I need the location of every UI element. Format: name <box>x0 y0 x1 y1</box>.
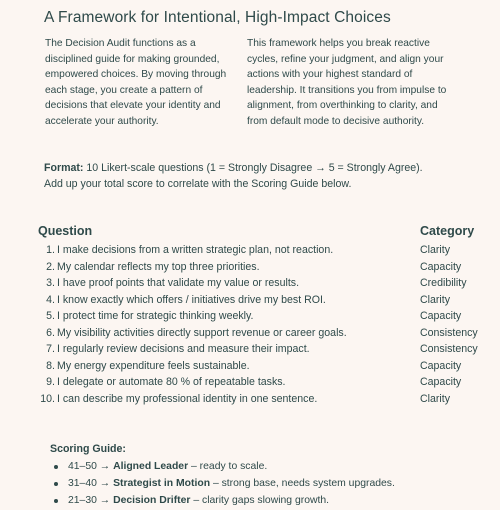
score-tier-label: Strategist in Motion <box>113 478 211 489</box>
question-number: 7. <box>46 343 55 355</box>
table-row <box>0 259 500 276</box>
score-range: 41–50 → <box>68 461 111 472</box>
scoring-guide-title: Scoring Guide: <box>50 443 126 455</box>
question-category: Clarity <box>420 293 451 306</box>
question-text: My calendar reflects my top three priorities. <box>57 260 260 273</box>
table-row <box>0 374 500 391</box>
table-row <box>0 341 500 358</box>
question-category: Consistency <box>420 343 478 355</box>
intro-right-paragraph: This framework helps you break reactive cycles, refine your judgment, and align your actions with your highest standard of leadership. It transitions you from impulse to alignment, from overthinking to clarity, and from default mode to decisive authority. <box>247 38 447 127</box>
table-row <box>0 292 500 309</box>
list-item <box>52 476 395 493</box>
question-category: Clarity <box>420 392 451 405</box>
bullet-icon <box>54 482 58 486</box>
question-text: I delegate or automate 80 % of repeatable tasks. <box>57 376 286 388</box>
question-number: 2. <box>46 260 55 273</box>
question-number: 9. <box>46 376 55 388</box>
question-category: Capacity <box>420 376 462 388</box>
question-text: I make decisions from a written strategic plan, not reaction. <box>57 244 334 256</box>
question-number: 1. <box>46 244 55 256</box>
table-row <box>0 308 500 325</box>
page-title: A Framework for Intentional, High-Impact Choices <box>44 9 391 26</box>
table-row <box>0 325 500 342</box>
list-item <box>52 493 395 510</box>
question-text: My energy expenditure feels sustainable. <box>57 359 250 372</box>
score-tier-description: – clarity gaps slowing growth. <box>193 495 330 506</box>
question-text: I regularly review decisions and measure their impact. <box>57 343 310 355</box>
format-block <box>44 160 464 192</box>
question-number: 5. <box>46 310 55 322</box>
score-range: 31–40 → <box>68 478 111 489</box>
question-category: Credibility <box>420 277 467 289</box>
question-category: Capacity <box>420 310 462 322</box>
table-row <box>0 358 500 375</box>
question-number: 10. <box>40 392 55 405</box>
scoring-guide-list <box>52 459 395 510</box>
question-number: 6. <box>46 326 55 339</box>
format-line-2: Add up your total score to correlate with the Scoring Guide below. <box>44 178 352 190</box>
table-row <box>0 391 500 408</box>
question-table <box>0 242 500 407</box>
category-column-header: Category <box>420 224 475 238</box>
question-number: 8. <box>46 359 55 372</box>
question-text: I know exactly which offers / initiatives drive my best ROI. <box>57 293 326 306</box>
intro-left-paragraph: The Decision Audit functions as a disciplined guide for making grounded, empowered choices. By moving through each stage, you create a pattern of decisions that elevate your identity and accelerate your authority. <box>45 38 227 127</box>
question-number: 3. <box>46 277 55 289</box>
question-category: Consistency <box>420 326 478 339</box>
format-label: Format: <box>44 162 84 174</box>
score-tier-label: Aligned Leader <box>113 461 189 472</box>
score-tier-label: Decision Drifter <box>113 495 191 506</box>
question-number: 4. <box>46 293 55 306</box>
table-row <box>0 275 500 292</box>
question-text: I protect time for strategic thinking weekly. <box>57 310 254 322</box>
score-tier-description: – ready to scale. <box>191 461 268 472</box>
question-text: My visibility activities directly support revenue or career goals. <box>57 326 347 339</box>
format-line-1: 10 Likert-scale questions (1 = Strongly Disagree → 5 = Strongly Agree). <box>86 162 423 174</box>
question-category: Clarity <box>420 244 451 256</box>
bullet-icon <box>54 465 58 469</box>
question-category: Capacity <box>420 359 462 372</box>
question-text: I can describe my professional identity in one sentence. <box>57 392 318 405</box>
score-range: 21–30 → <box>68 495 111 506</box>
question-category: Capacity <box>420 260 462 273</box>
score-tier-description: – strong base, needs system upgrades. <box>212 478 395 489</box>
question-column-header: Question <box>38 224 93 238</box>
table-row <box>0 242 500 259</box>
list-item <box>52 459 395 476</box>
question-text: I have proof points that validate my value or results. <box>57 277 300 289</box>
